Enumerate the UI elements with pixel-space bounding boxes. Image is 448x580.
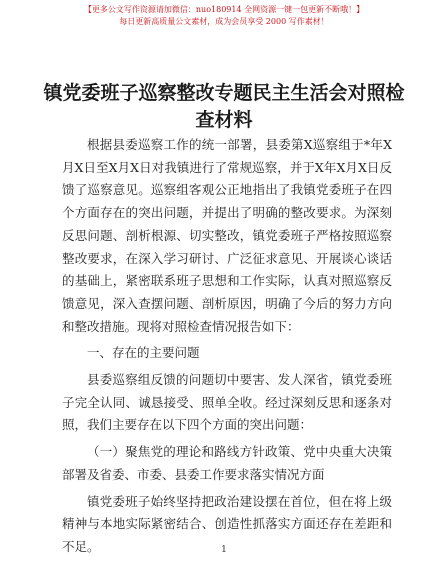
page-number: 1 xyxy=(221,545,227,555)
section-heading: 一、存在的主要问题 xyxy=(87,345,200,361)
subsection-body-paragraph: 镇党委班子始终坚持把政治建设摆在首位，但在将上级精神与本地实际紧密结合、创造性抓落实方面还存在差距和不足。 xyxy=(62,493,392,554)
intro-paragraph: 根据县委巡察工作的统一部署，县委第Ⅹ巡察组于*年Ⅹ月Ⅹ日至Ⅹ月Ⅹ日对我镇进行了常规巡察，并于Ⅹ年Ⅹ月Ⅹ日反馈了巡察意见。巡察组客观公正地指出了我镇党委班子在四个方面存在的突出问题，并提出了明确的整改要求。为深刻反思问题、剖析根源、切实整改，镇党委班子严格按照巡察整改要求，在深入学习研讨、广泛征求意见、开展谈心谈话的基础上，紧密联系班子思想和工作实际，认真对照巡察反馈意见，深入查摆问题、剖析原因，明确了今后的努力方向和整改措施。现将对照检查情况报告如下： xyxy=(62,137,392,334)
document-title: 镇党委班子巡察整改专题民主生活会对照检查材料 xyxy=(43,82,405,131)
subsection-heading: （一）聚焦党的理论和路线方针政策、党中央重大决策部署及省委、市委、县委工作要求落实情况方面 xyxy=(62,444,392,482)
document-body xyxy=(62,134,392,559)
section-intro-paragraph: 县委巡察组反馈的问题切中要害、发人深省，镇党委班子完全认同、诚恳接受、照单全收。经过深刻反思和逐条对照，我们主要存在以下四个方面的突出问题： xyxy=(62,372,392,433)
promo-banner-line1: 【更多公文写作资源请加微信：nuo180914 全网资源一键一包更新不断哦！】 xyxy=(83,5,365,14)
promo-banner xyxy=(0,4,448,28)
promo-banner-line2: 每日更新高质量公文素材，成为会员享受 2000 写作素材！ xyxy=(119,17,329,26)
